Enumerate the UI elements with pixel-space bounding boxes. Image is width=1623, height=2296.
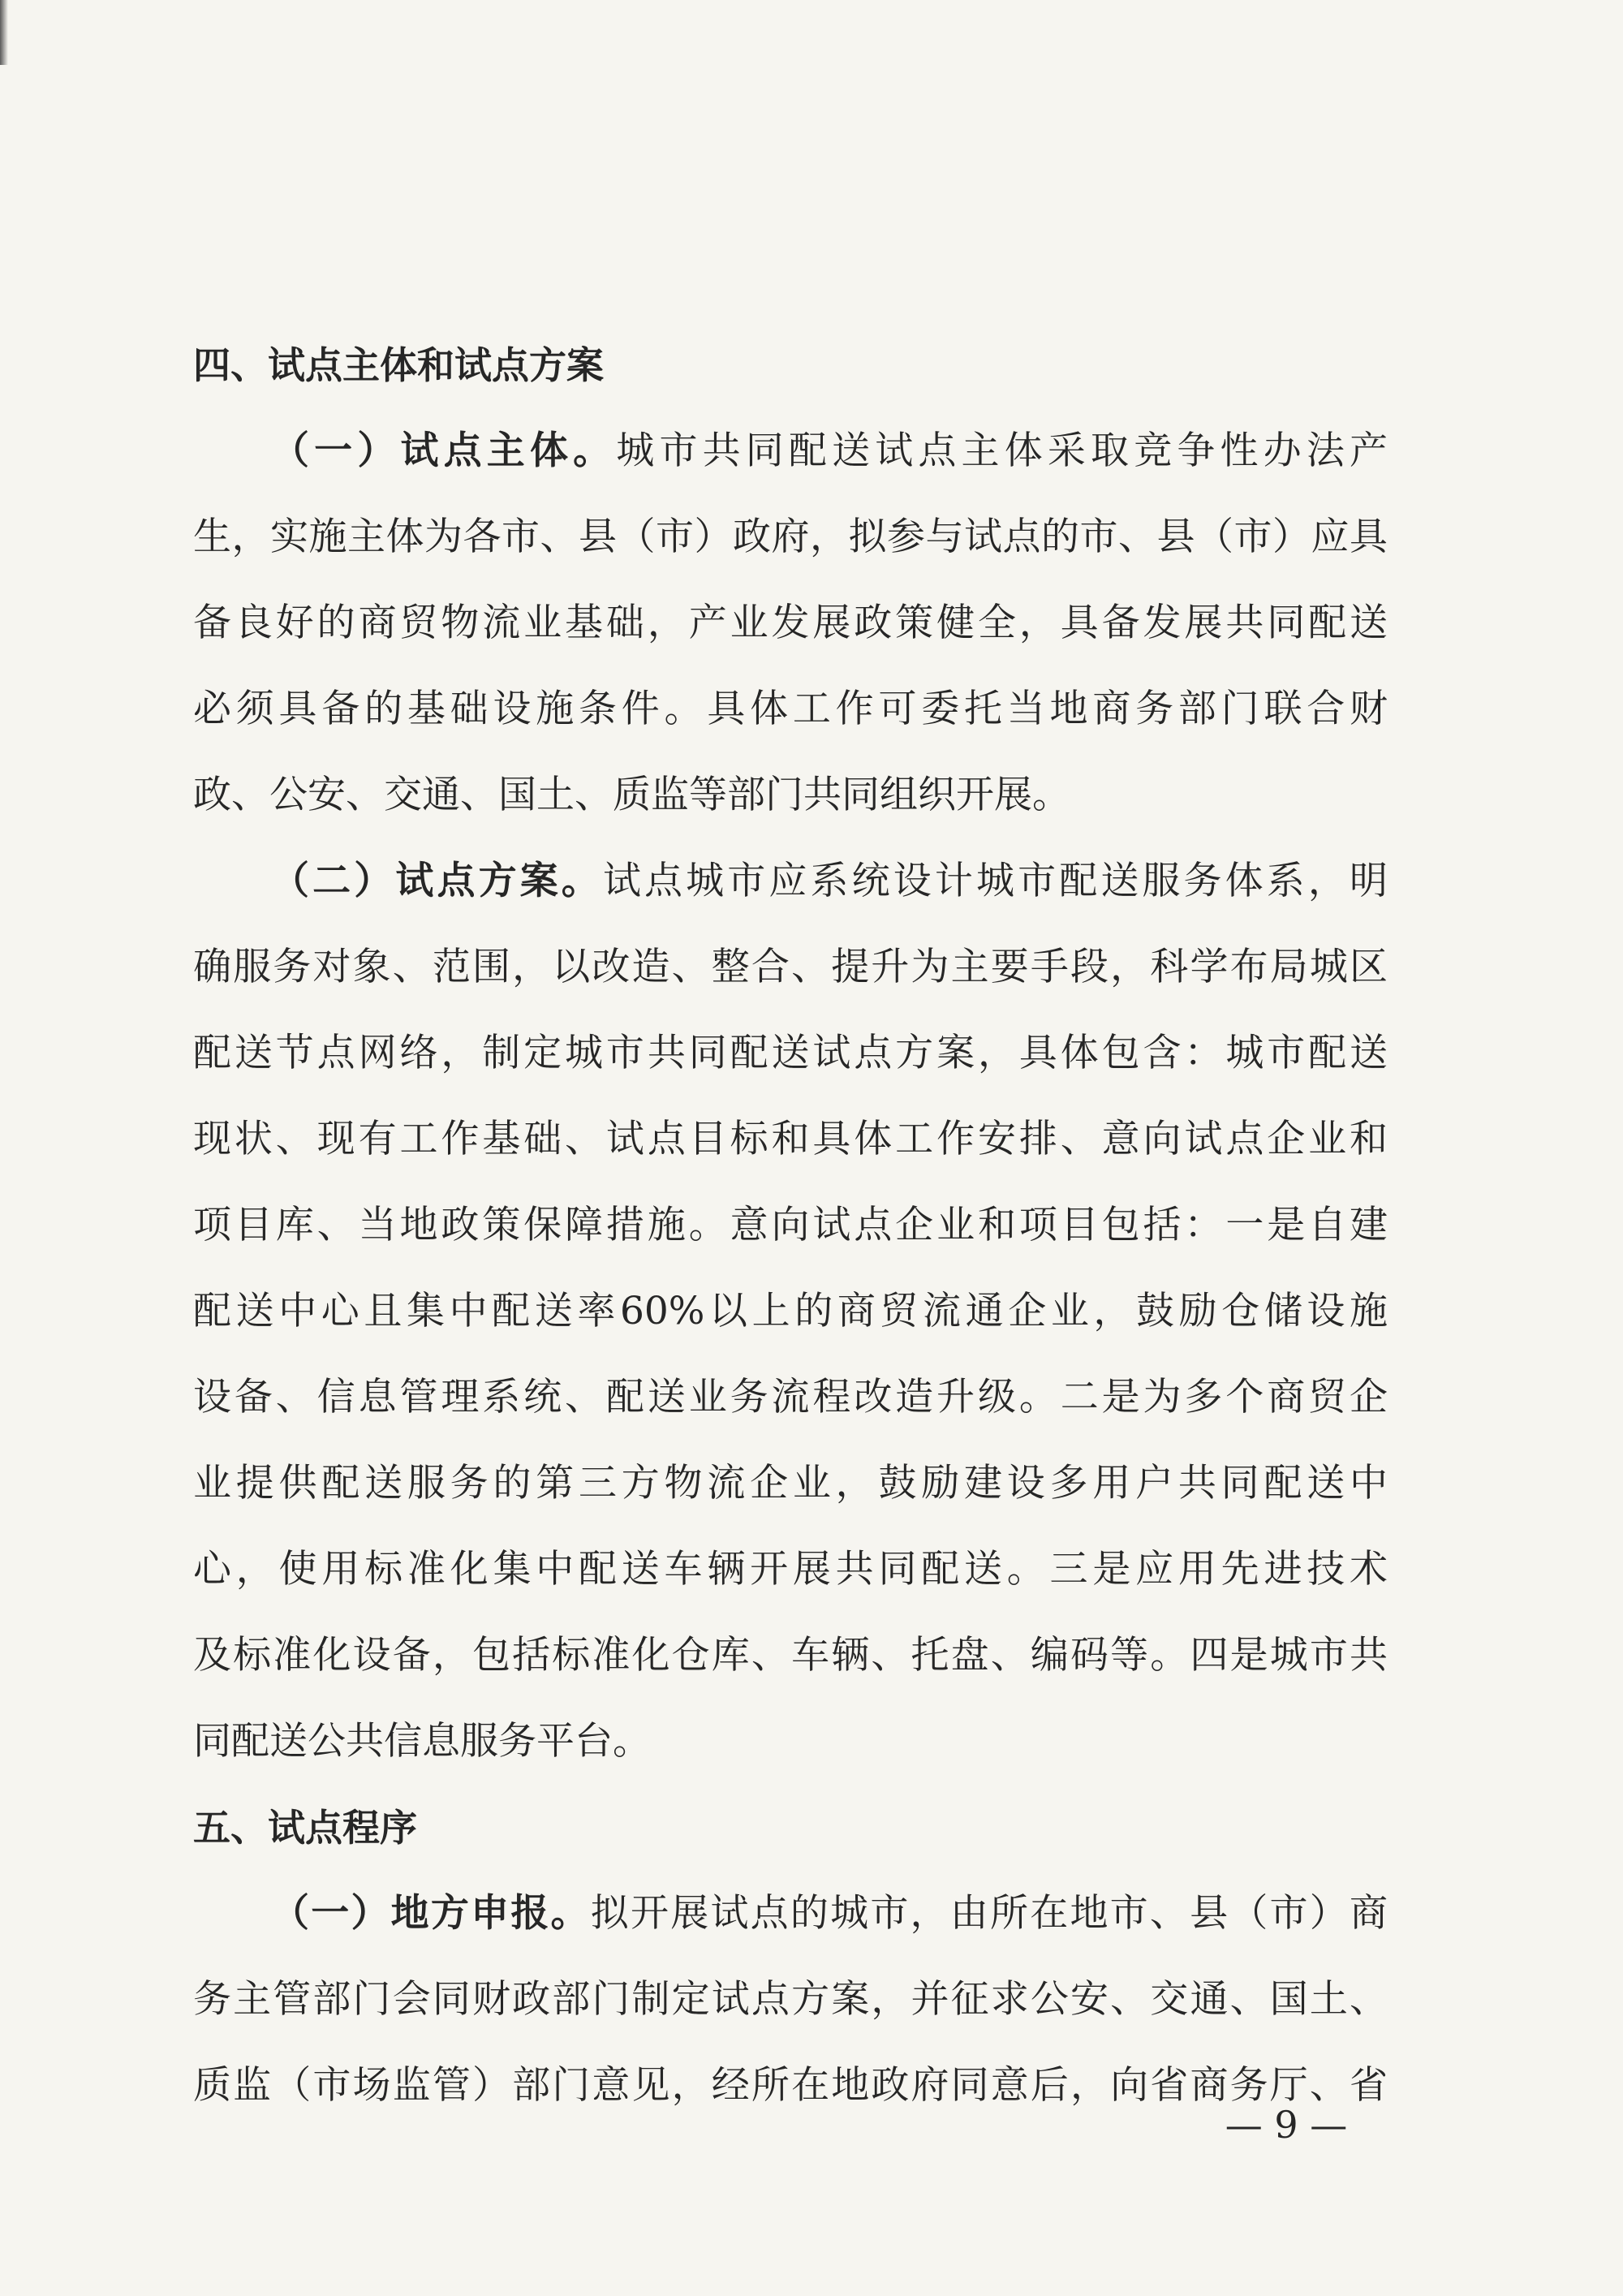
item-text: 试点城市应系统设计城市配送服务体系，明	[602, 859, 1388, 903]
paragraph-line: 政、公安、交通、国土、质监等部门共同组织开展。	[193, 773, 1070, 817]
item-text: 拟开展试点的城市，由所在地市、县（市）商	[590, 1891, 1388, 1936]
paragraph-line: 心，使用标准化集中配送车辆开展共同配送。三是应用先进技术	[193, 1547, 1388, 1592]
item-lead: （二）试点方案。	[271, 859, 603, 903]
paragraph-line: 项目库、当地政策保障措施。意向试点企业和项目包括：一是自建	[193, 1203, 1388, 1247]
paragraph-line: 务主管部门会同财政部门制定试点方案，并征求公安、交通、国土、	[193, 1977, 1388, 2022]
paragraph-line: 业提供配送服务的第三方物流企业，鼓励建设多用户共同配送中	[193, 1461, 1388, 1506]
section-5-heading: 五、试点程序	[193, 1806, 417, 1850]
paragraph-line	[271, 427, 1388, 476]
paragraph-line: 质监（市场监管）部门意见，经所在地政府同意后，向省商务厅、省	[193, 2063, 1388, 2108]
paragraph-line: 现状、现有工作基础、试点目标和具体工作安排、意向试点企业和	[193, 1117, 1388, 1161]
item-lead: （一）地方申报。	[271, 1891, 591, 1936]
paragraph-line: 设备、信息管理系统、配送业务流程改造升级。二是为多个商贸企	[193, 1375, 1388, 1419]
item-lead: （一）试点主体。	[271, 429, 617, 473]
item-text: 城市共同配送试点主体采取竞争性办法产	[616, 429, 1388, 473]
paragraph-line: 必须具备的基础设施条件。具体工作可委托当地商务部门联合财	[193, 687, 1388, 731]
paragraph-line	[271, 857, 1388, 906]
section-4-heading: 四、试点主体和试点方案	[193, 343, 604, 387]
page-number: — 9 —	[1225, 2103, 1348, 2147]
paragraph-line: 确服务对象、范围，以改造、整合、提升为主要手段，科学布局城区	[193, 945, 1388, 989]
paragraph-line: 备良好的商贸物流业基础，产业发展政策健全，具备发展共同配送	[193, 601, 1388, 645]
paragraph-line	[271, 1889, 1388, 1938]
paragraph-line: 配送节点网络，制定城市共同配送试点方案，具体包含：城市配送	[193, 1031, 1388, 1075]
paragraph-line: 及标准化设备，包括标准化仓库、车辆、托盘、编码等。四是城市共	[193, 1633, 1388, 1678]
paragraph-line: 生，实施主体为各市、县（市）政府，拟参与试点的市、县（市）应具	[193, 515, 1388, 559]
paragraph-line: 同配送公共信息服务平台。	[193, 1719, 651, 1764]
paragraph-line: 配送中心且集中配送率60%以上的商贸流通企业，鼓励仓储设施	[193, 1289, 1388, 1333]
scan-edge-shadow	[0, 0, 8, 65]
